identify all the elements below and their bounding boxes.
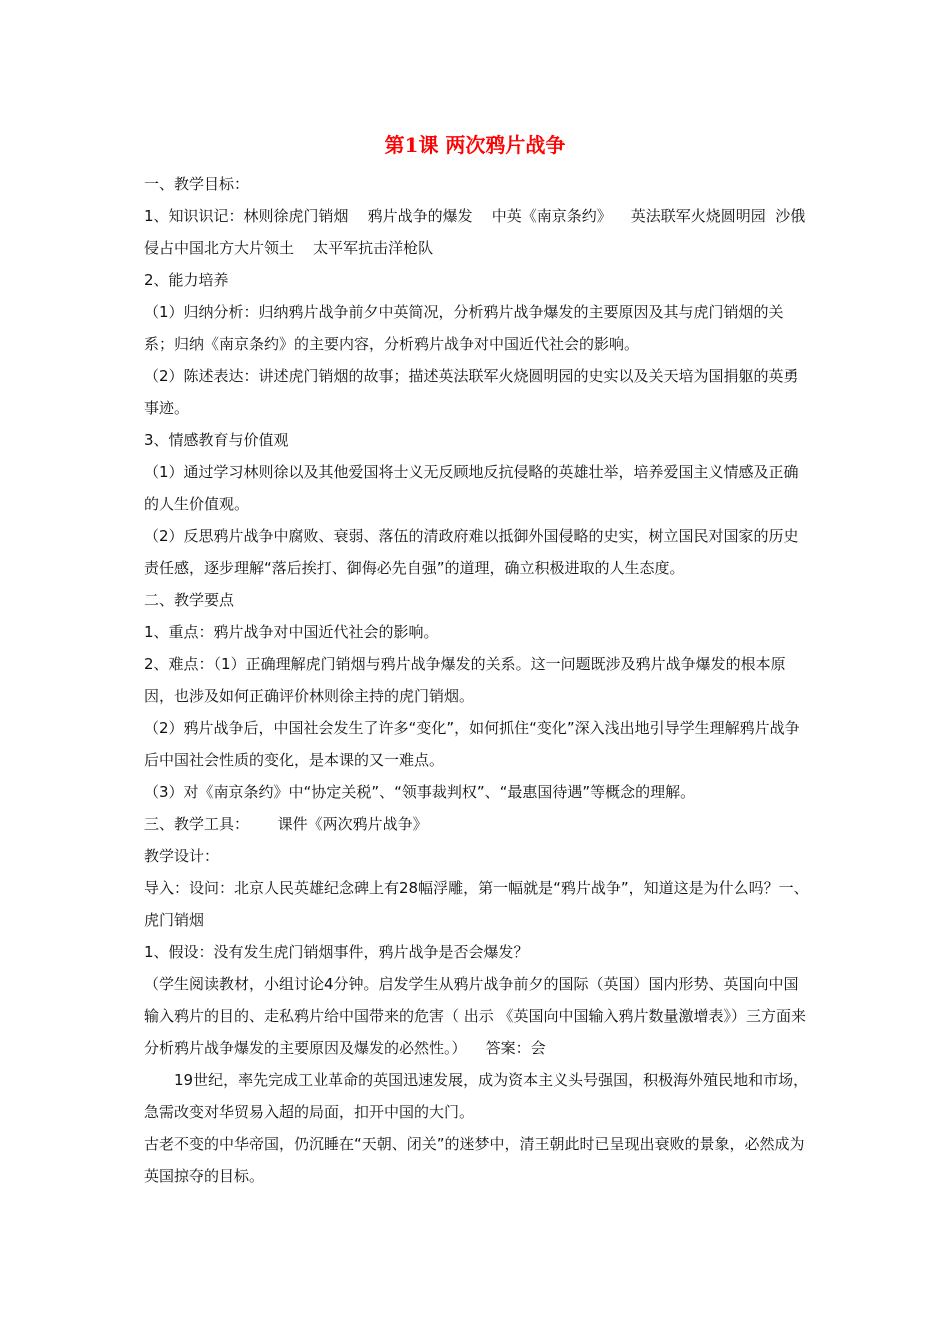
paragraph: （2）陈述表达：讲述虎门销烟的故事；描述英法联军火烧圆明园的史实以及关天培为国捐躯的英勇事迹。 (144, 367, 799, 417)
paragraph: 2、难点：（1）正确理解虎门销烟与鸦片战争爆发的关系。这一问题既涉及鸦片战争爆发的根本原因，也涉及如何正确评价林则徐主持的虎门销烟。 (144, 655, 786, 705)
paragraph: （学生阅读教材，小组讨论4分钟。启发学生从鸦片战争前夕的国际（英国）国内形势、英国向中国输入鸦片的目的、走私鸦片给中国带来的危害（ 出示 《英国向中国输入鸦片数量激增表》）三方面来分析鸦片战争爆发的主要原因及爆发的必然性。） 答案：会 (144, 975, 807, 1057)
paragraph: 三、教学工具： 课件《两次鸦片战争》 (144, 815, 428, 833)
paragraph: （1）归纳分析：归纳鸦片战争前夕中英简况，分析鸦片战争爆发的主要原因及其与虎门销烟的关系；归纳《南京条约》的主要内容，分析鸦片战争对中国近代社会的影响。 (144, 303, 784, 353)
paragraph: 3、情感教育与价值观 (144, 431, 289, 449)
paragraph: 古老不变的中华帝国，仍沉睡在“天朝、闭关”的迷梦中，清王朝此时已呈现出衰败的景象，必然成为英国掠夺的目标。 (144, 1135, 805, 1185)
lesson-title: 第1课 两次鸦片战争 (384, 133, 566, 157)
paragraph: 导入：设问：北京人民英雄纪念碑上有28幅浮雕，第一幅就是“鸦片战争”，知道这是为什么吗？一、虎门销烟 (144, 879, 809, 929)
paragraph: 二、教学要点 (144, 591, 235, 609)
paragraph: （3）对《南京条约》中“协定关税”、“领事裁判权”、“最惠国待遇”等概念的理解。 (144, 783, 696, 801)
paragraph: （1）通过学习林则徐以及其他爱国将士义无反顾地反抗侵略的英雄壮举，培养爱国主义情感及正确的人生价值观。 (144, 463, 799, 513)
paragraph: 教学设计： (144, 847, 220, 865)
document-body (144, 168, 812, 1192)
paragraph: 19世纪，率先完成工业革命的英国迅速发展，成为资本主义头号强国，积极海外殖民地和市场，急需改变对华贸易入超的局面，扣开中国的大门。 (144, 1071, 809, 1121)
paragraph: 2、能力培养 (144, 271, 229, 289)
paragraph: 一、教学目标： (144, 175, 250, 193)
paragraph: 1、知识识记：林则徐虎门销烟 鸦片战争的爆发 中英《南京条约》 英法联军火烧圆明园 沙俄侵占中国北方大片领土 太平军抗击洋枪队 (144, 207, 806, 257)
paragraph: 1、假设：没有发生虎门销烟事件，鸦片战争是否会爆发？ (144, 943, 529, 961)
paragraph: （2）鸦片战争后，中国社会发生了许多“变化”，如何抓住“变化”深入浅出地引导学生理解鸦片战争后中国社会性质的变化，是本课的又一难点。 (144, 719, 800, 769)
paragraph: 1、重点：鸦片战争对中国近代社会的影响。 (144, 623, 439, 641)
paragraph: （2）反思鸦片战争中腐败、衰弱、落伍的清政府难以抵御外国侵略的史实，树立国民对国家的历史责任感，逐步理解“落后挨打、御侮必先自强”的道理，确立积极进取的人生态度。 (144, 527, 799, 577)
